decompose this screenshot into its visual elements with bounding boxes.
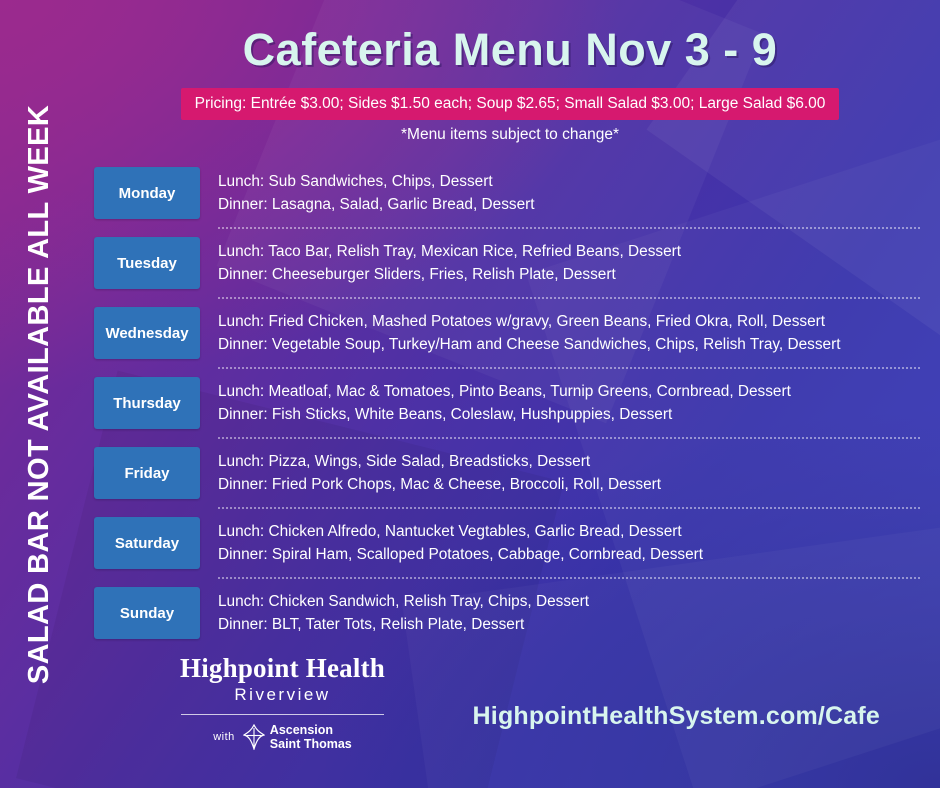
day-label-monday: Monday [94,167,200,219]
dinner-line [218,333,932,356]
menu-day-row [88,298,940,368]
day-label-saturday: Saturday [94,517,200,569]
pricing-banner [80,88,940,120]
dinner-line [218,613,932,636]
dinner-items: Lasagna, Salad, Garlic Bread, Dessert [271,196,535,213]
day-meals [218,520,940,566]
dinner-line [218,543,932,566]
lunch-label: Lunch: [218,522,265,540]
dinner-items: Spiral Ham, Scalloped Potatoes, Cabbage, Cornbread, Dessert [271,546,704,563]
day-label-sunday: Sunday [94,587,200,639]
lunch-line [218,450,932,473]
lunch-label: Lunch: [218,242,265,260]
menu-day-row [88,578,940,648]
lunch-items: Pizza, Wings, Side Salad, Breadsticks, Dessert [268,452,591,470]
dinner-line [218,193,932,216]
dinner-line [218,473,932,496]
menu-day-list [80,158,940,648]
dinner-label: Dinner: [218,336,268,353]
dinner-label: Dinner: [218,476,268,493]
menu-day-row [88,158,940,228]
lunch-line [218,240,932,263]
day-label-tuesday: Tuesday [94,237,200,289]
lunch-label: Lunch: [218,382,265,400]
lunch-line [218,170,932,193]
day-label-friday: Friday [94,447,200,499]
dinner-label: Dinner: [218,266,268,283]
day-meals [218,380,940,426]
lunch-items: Fried Chicken, Mashed Potatoes w/gravy, Green Beans, Fried Okra, Roll, Dessert [268,312,826,330]
lunch-label: Lunch: [218,592,265,610]
dinner-items: Vegetable Soup, Turkey/Ham and Cheese Sandwiches, Chips, Relish Tray, Dessert [271,336,841,353]
lunch-label: Lunch: [218,312,265,330]
disclaimer-text: *Menu items subject to change* [401,126,619,143]
dinner-label: Dinner: [218,196,268,213]
poster-content [80,0,940,788]
dinner-line [218,263,932,286]
brand-name-line1: Highpoint Health [180,653,385,683]
lunch-label: Lunch: [218,172,265,190]
lunch-items: Sub Sandwiches, Chips, Dessert [268,172,493,190]
day-meals [218,310,940,356]
side-banner [0,0,80,788]
day-meals [218,240,940,286]
lunch-items: Meatloaf, Mac & Tomatoes, Pinto Beans, Turnip Greens, Cornbread, Dessert [268,382,791,400]
dinner-items: Cheeseburger Sliders, Fries, Relish Plate, Dessert [271,266,616,283]
dinner-items: Fish Sticks, White Beans, Coleslaw, Hushpuppies, Dessert [271,406,673,423]
dinner-items: Fried Pork Chops, Mac & Cheese, Broccoli, Roll, Dessert [271,476,662,493]
partner-name-line1: Ascension [269,722,334,737]
website-url[interactable]: HighpointHealthSystem.com/Cafe [472,702,880,730]
lunch-items: Chicken Alfredo, Nantucket Vegtables, Garlic Bread, Dessert [268,522,682,540]
lunch-items: Chicken Sandwich, Relish Tray, Chips, Dessert [268,592,589,610]
pricing-text: Pricing: Entrée $3.00; Sides $1.50 each; Soup $2.65; Small Salad $3.00; Large Salad $6.00 [181,88,840,120]
lunch-items: Taco Bar, Relish Tray, Mexican Rice, Refried Beans, Dessert [268,242,682,260]
dinner-label: Dinner: [218,406,268,423]
partner-name-line2: Saint Thomas [269,736,352,751]
brand-name-line2: Riverview [234,684,331,704]
lunch-line [218,310,932,333]
with-label: with [213,730,235,743]
menu-day-row [88,368,940,438]
dinner-line [218,403,932,426]
day-meals [218,170,940,216]
lunch-line [218,380,932,403]
day-label-wednesday: Wednesday [94,307,200,359]
dinner-label: Dinner: [218,616,268,633]
page-title: Cafeteria Menu Nov 3 - 9 [242,24,778,75]
dinner-label: Dinner: [218,546,268,563]
menu-day-row [88,438,940,508]
menu-day-row [88,508,940,578]
menu-day-row [88,228,940,298]
side-banner-text: SALAD BAR NOT AVAILABLE ALL WEEK [23,104,56,684]
day-meals [218,590,940,636]
day-label-thursday: Thursday [94,377,200,429]
day-meals [218,450,940,496]
lunch-line [218,590,932,613]
lunch-label: Lunch: [218,452,265,470]
dinner-items: BLT, Tater Tots, Relish Plate, Dessert [271,616,525,633]
lunch-line [218,520,932,543]
